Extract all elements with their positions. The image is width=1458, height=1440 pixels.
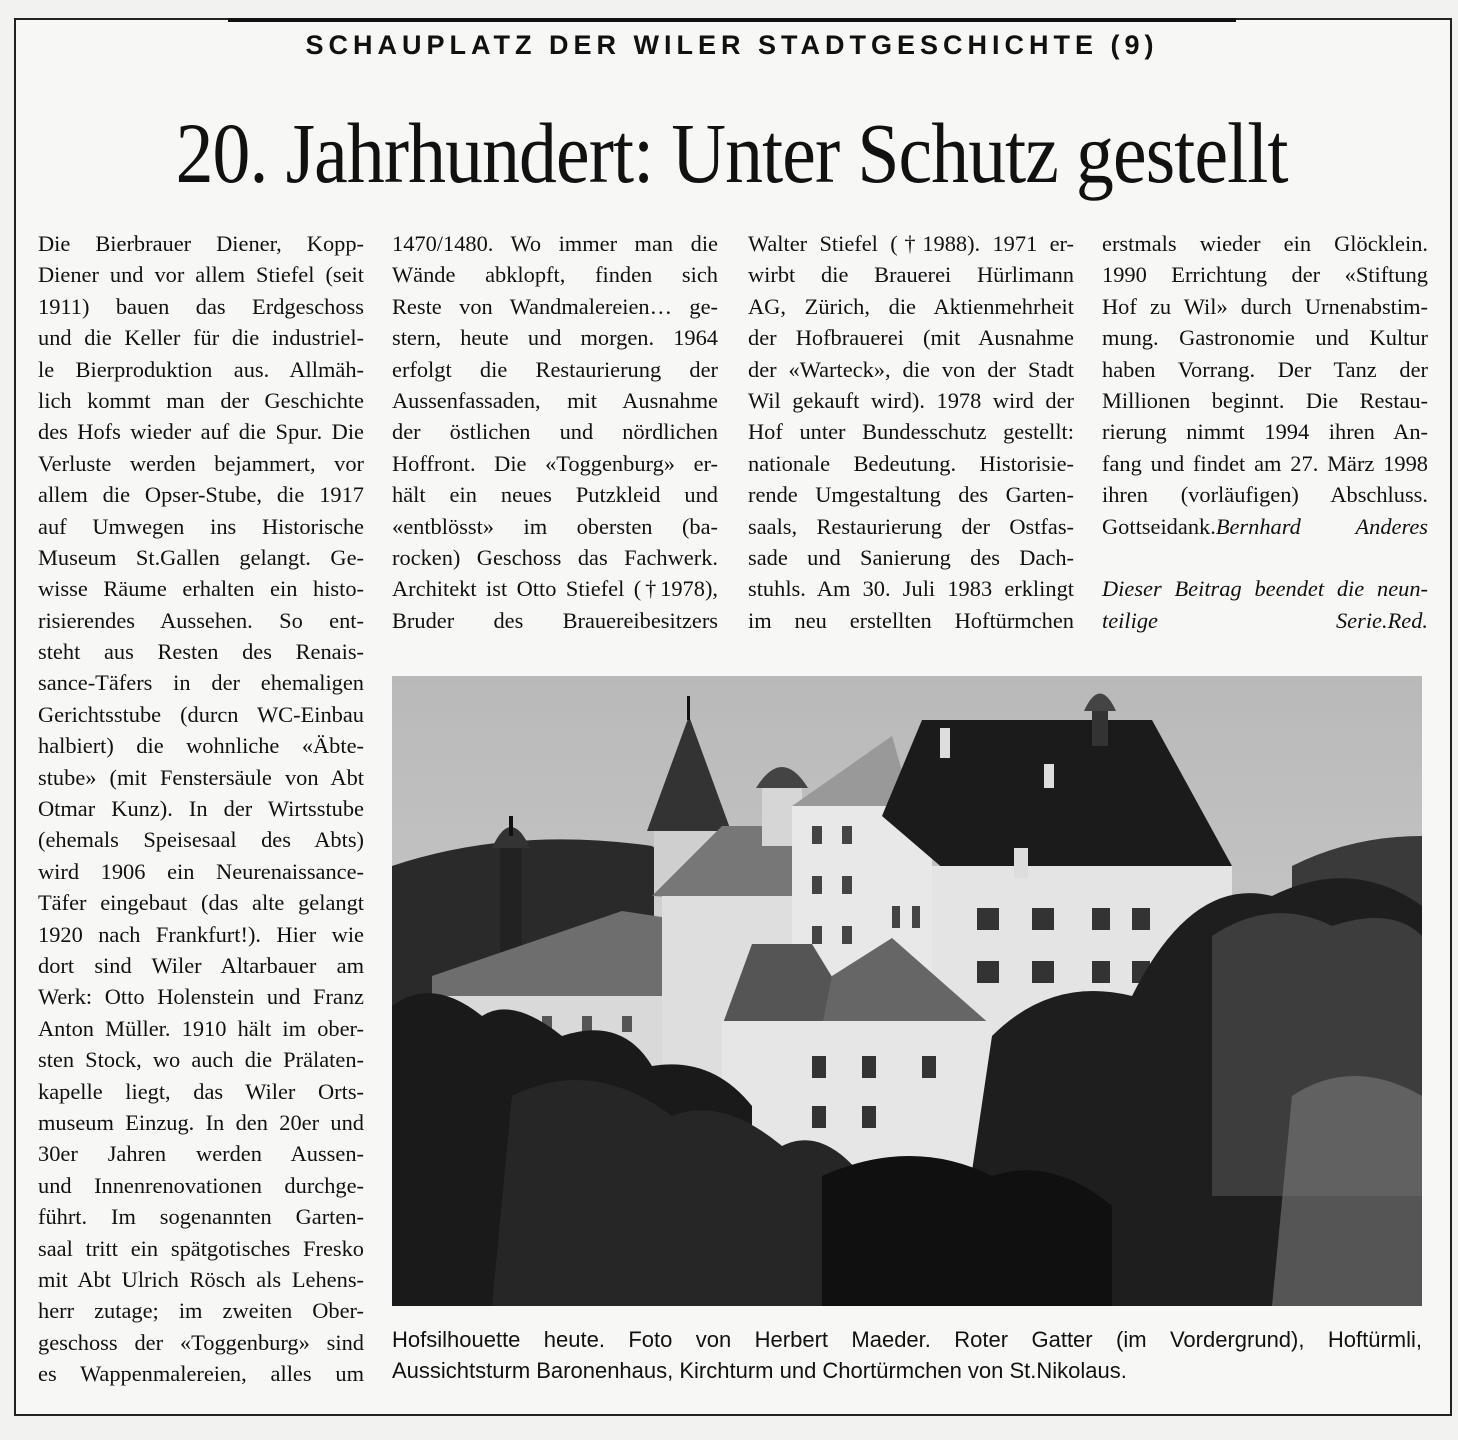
text-line: stube» (mit Fenstersäule von Abt <box>38 764 364 790</box>
text-line: Anton Müller. 1910 hält im ober- <box>38 1015 364 1041</box>
author-name: Bernhard Anderes <box>1215 513 1428 539</box>
text-line: Wil gekauft wird). 1978 wird der <box>748 387 1074 413</box>
series-note-line <box>1102 605 1428 636</box>
text-line: Hoffront. Die «Toggenburg» er- <box>392 450 718 476</box>
text-line: Werk: Otto Holenstein und Franz <box>38 984 364 1010</box>
closing-word: Gottseidank. <box>1102 513 1216 539</box>
text-line: 1470/1480. Wo immer man die <box>392 231 718 256</box>
text-line: Täfer eingebaut (das alte gelangt <box>38 890 364 916</box>
text-line: nationale Bedeutung. Historisie- <box>748 450 1074 476</box>
header-rule <box>228 18 1236 22</box>
text-line: geschoss der «Toggenburg» sind <box>38 1329 364 1355</box>
text-line: Hof zu Wil» durch Urnenabstim- <box>1102 293 1428 319</box>
text-line: Otmar Kunz). In der Wirtsstube <box>38 796 364 822</box>
series-heading: SCHAUPLATZ DER WILER STADTGESCHICHTE (9) <box>305 30 1159 60</box>
text-line: Gerichtsstube (durcn WC-Einbau <box>38 701 364 727</box>
text-line: mit Abt Ulrich Rösch als Lehens- <box>38 1266 364 1292</box>
text-line: sance-Täfers in der ehemaligen <box>38 670 364 696</box>
text-line: erfolgt die Restaurierung der <box>392 356 718 382</box>
text-line: 1911) bauen das Erdgeschoss <box>38 293 364 319</box>
signature-line <box>1102 511 1428 542</box>
text-line: Bruder des Brauereibesitzers <box>392 607 718 633</box>
text-line: lich kommt man der Geschichte <box>38 387 364 413</box>
text-line: erstmals wieder ein Glöcklein. <box>1102 231 1428 256</box>
text-line: wisse Räume erhalten ein histo- <box>38 576 364 602</box>
text-line: halbiert) die wohnliche «Äbte- <box>38 733 364 759</box>
text-line: 1990 Errichtung der «Stiftung <box>1102 262 1428 288</box>
text-line: des Hofs wieder auf die Spur. Die <box>38 419 364 445</box>
text-line: hält ein neues Putzkleid und <box>392 482 718 508</box>
text-line: 30er Jahren werden Aussen- <box>38 1141 364 1167</box>
text-line: der Hofbrauerei (mit Ausnahme <box>748 325 1074 351</box>
text-line: mung. Gastronomie und Kultur <box>1102 325 1428 351</box>
text-line: Diener und vor allem Stiefel (seit <box>38 262 364 288</box>
text-line: der «Warteck», die von der Stadt <box>748 356 1074 382</box>
spacer <box>1102 542 1428 573</box>
text-line: wirbt die Brauerei Hürlimann <box>748 262 1074 288</box>
text-line: haben Vorrang. Der Tanz der <box>1102 356 1428 382</box>
editor-sign: Red. <box>1387 607 1428 633</box>
text-line: Aussenfassaden, mit Ausnahme <box>392 387 718 413</box>
text-line: wird 1906 ein Neurenaissance- <box>38 858 364 884</box>
text-line: «entblösst» im obersten (ba- <box>392 513 718 539</box>
photo-caption <box>392 1324 1422 1386</box>
text-line: allem die Opser-Stube, die 1917 <box>38 482 364 508</box>
text-line: kapelle liegt, das Wiler Orts- <box>38 1078 364 1104</box>
text-line: saals, Restaurierung der Ostfas- <box>748 513 1074 539</box>
text-line: herr zutage; im zweiten Ober- <box>38 1298 364 1324</box>
text-line: es Wappenmalereien, alles um <box>38 1361 364 1387</box>
hof-photo <box>392 676 1422 1306</box>
text-line: steht aus Resten des Renais- <box>38 639 364 665</box>
text-line: risierendes Aussehen. So ent- <box>38 607 364 633</box>
text-line: (ehemals Speisesaal des Abts) <box>38 827 364 853</box>
article-column-1 <box>38 228 364 1389</box>
text-line: Die Bierbrauer Diener, Kopp- <box>38 231 364 256</box>
text-line: 1920 nach Frankfurt!). Hier wie <box>38 921 364 947</box>
text-line: führt. Im sogenannten Garten- <box>38 1204 364 1230</box>
text-line: ihren (vorläufigen) Abschluss. <box>1102 482 1428 508</box>
caption-line-2: Aussichtsturm Baronenhaus, Kirchturm und Chortürmchen von St.Nikolaus. <box>392 1358 1127 1383</box>
text-line: Architekt ist Otto Stiefel (†1978), <box>392 576 718 602</box>
series-note-line: Dieser Beitrag beendet die neun- <box>1102 576 1428 602</box>
text-line: stuhls. Am 30. Juli 1983 erklingt <box>748 576 1074 602</box>
caption-line-1: Hofsilhouette heute. Foto von Herbert Maeder. Roter Gatter (im Vordergrund), Hoftürmli, <box>392 1327 1422 1352</box>
hof-photo-drawing <box>392 676 1422 1306</box>
article-column-3 <box>748 228 1074 636</box>
article-column-2 <box>392 228 718 636</box>
text-line: museum Einzug. In den 20er und <box>38 1109 364 1135</box>
text-line: Reste von Wandmalereien… ge- <box>392 293 718 319</box>
text-line: rierung nimmt 1994 ihren An- <box>1102 419 1428 445</box>
text-line: dort sind Wiler Altarbauer am <box>38 952 364 978</box>
text-line: stern, heute und morgen. 1964 <box>392 325 718 351</box>
text-line: AG, Zürich, die Aktienmehrheit <box>748 293 1074 319</box>
text-line: und die Keller für die industriel- <box>38 325 364 351</box>
text-line: Walter Stiefel (†1988). 1971 er- <box>748 231 1074 256</box>
text-line: le Bierproduktion aus. Allmäh- <box>38 356 364 382</box>
text-line: Verluste werden bejammert, vor <box>38 450 364 476</box>
text-line: und Innenrenovationen durchge- <box>38 1172 364 1198</box>
text-line: Hof unter Bundesschutz gestellt: <box>748 419 1074 445</box>
text-line: sade und Sanierung des Dach- <box>748 544 1074 570</box>
article-column-4 <box>1102 228 1428 636</box>
text-line: fang und findet am 27. März 1998 <box>1102 450 1428 476</box>
text-line: saal tritt ein spätgotisches Fresko <box>38 1235 364 1261</box>
text-line: Wände abklopft, finden sich <box>392 262 718 288</box>
series-note-text: teilige Serie. <box>1102 607 1388 633</box>
text-line: im neu erstellten Hoftürmchen <box>748 607 1074 633</box>
text-line: rende Umgestaltung des Garten- <box>748 482 1074 508</box>
text-line: rocken) Geschoss das Fachwerk. <box>392 544 718 570</box>
text-line: Millionen beginnt. Die Restau- <box>1102 387 1428 413</box>
headline: 20. Jahrhundert: Unter Schutz gestellt <box>175 105 1288 201</box>
text-line: der östlichen und nördlichen <box>392 419 718 445</box>
text-line: sten Stock, wo auch die Prälaten- <box>38 1047 364 1073</box>
text-line: Museum St.Gallen gelangt. Ge- <box>38 544 364 570</box>
text-line: auf Umwegen ins Historische <box>38 513 364 539</box>
